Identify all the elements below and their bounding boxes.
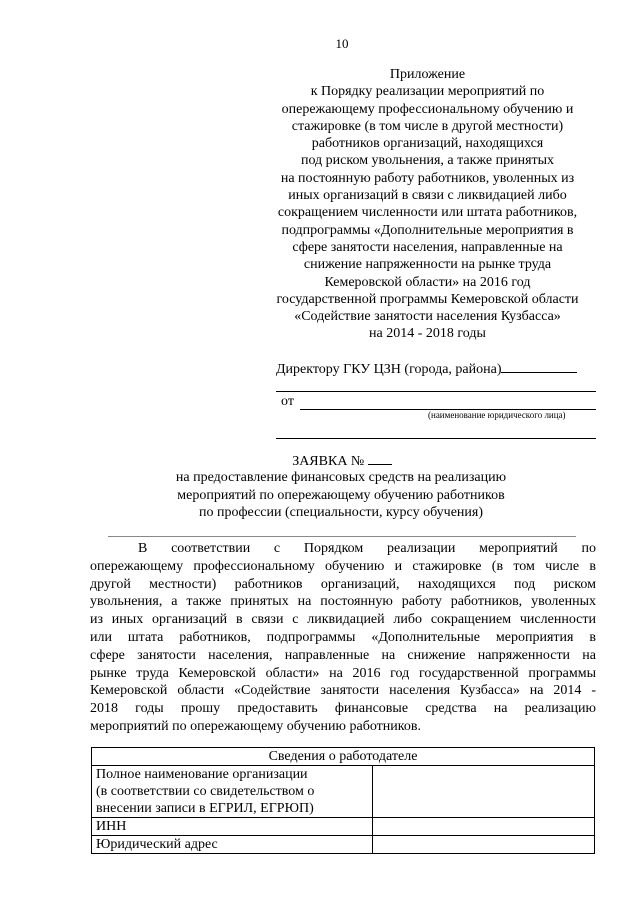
row-value-field[interactable] bbox=[373, 836, 595, 854]
body-line: В соответствии с Порядком реализации мероприятий по bbox=[138, 541, 596, 556]
body-paragraph bbox=[90, 540, 596, 736]
appendix-line: подпрограммы «Дополнительные мероприятия в bbox=[281, 222, 574, 238]
body-line: сфере занятости населения, направленные на снижение напряженности на bbox=[90, 647, 596, 663]
body-line: 2018 годы прошу предоставить финансовые средства на реализацию bbox=[90, 701, 596, 717]
from-label: от bbox=[281, 394, 294, 409]
appendix-line: работников организаций, находящихся bbox=[311, 136, 544, 152]
addressee-text: Директору ГКУ ЦЗН (города, района) bbox=[276, 362, 502, 377]
appendix-line: сфере занятости населения, направленные на bbox=[292, 239, 563, 255]
appendix-header bbox=[255, 66, 600, 343]
body-line: из иных организаций в связи с ликвидацией либо сокращением численности bbox=[90, 612, 596, 628]
table-row bbox=[92, 836, 595, 854]
appendix-line: стажировке (в том числе в другой местности) bbox=[291, 118, 564, 134]
appendix-line: к Порядку реализации мероприятий по bbox=[310, 84, 545, 100]
body-line: другой местности) работников организаций, находящихся под риском bbox=[90, 576, 596, 592]
row-label bbox=[92, 766, 373, 818]
table-header: Сведения о работодателе bbox=[92, 748, 595, 766]
request-title bbox=[0, 452, 640, 470]
request-number-blank bbox=[368, 452, 392, 465]
appendix-line: государственной программы Кемеровской области bbox=[276, 291, 579, 307]
body-line: рынке труда Кемеровской области» на 2016 год государственной программы bbox=[90, 665, 596, 681]
appendix-line: иных организаций в связи с ликвидацией либо bbox=[288, 188, 567, 204]
profession-blank-line bbox=[108, 536, 576, 537]
page-number: 10 bbox=[335, 36, 349, 51]
body-line: Кемеровской области «Содействие занятости населения Кузбасса» на 2014 - bbox=[90, 683, 596, 699]
appendix-line: Приложение bbox=[389, 67, 466, 82]
addressee-blank-line bbox=[276, 391, 596, 392]
row-label-line: внесении записи в ЕГРИЛ, ЕГРЮП) bbox=[96, 801, 314, 816]
addressee-line bbox=[276, 360, 596, 378]
table-header-row bbox=[92, 748, 595, 766]
request-subtitle bbox=[160, 469, 522, 522]
table-row bbox=[92, 818, 595, 836]
subtitle-line: мероприятий по опережающему обучению работников bbox=[177, 487, 505, 503]
appendix-line: на 2014 - 2018 годы bbox=[369, 326, 486, 342]
from-caption: (наименование юридического лица) bbox=[428, 410, 566, 420]
appendix-line: Кемеровской области» на 2016 год bbox=[324, 274, 531, 290]
addressee-blank bbox=[501, 360, 577, 373]
appendix-line: опережающему профессиональному обучению и bbox=[281, 101, 574, 117]
row-label: ИНН bbox=[92, 818, 373, 836]
row-label-line: Полное наименование организации bbox=[96, 767, 308, 782]
appendix-line: «Содействие занятости населения Кузбасса» bbox=[294, 309, 561, 325]
table-row bbox=[92, 766, 595, 818]
row-label: Юридический адрес bbox=[92, 836, 373, 854]
row-label-line: (в соответствии со свидетельством о bbox=[96, 784, 315, 799]
row-value-field[interactable] bbox=[373, 766, 595, 818]
body-line: или штата работников, подпрограммы «Дополнительные мероприятия в bbox=[90, 629, 596, 645]
request-title-text: ЗАЯВКА № bbox=[292, 454, 365, 469]
body-line: мероприятий по опережающему обучению работников. bbox=[90, 718, 421, 734]
appendix-line: снижение напряженности на рынке труда bbox=[303, 257, 552, 273]
appendix-line: под риском увольнения, а также принятых bbox=[300, 153, 555, 169]
body-line: опережающему профессиональному обучению и стажировке (в том числе в bbox=[90, 558, 596, 574]
extra-blank-line bbox=[276, 438, 596, 439]
employer-info-table bbox=[91, 747, 595, 854]
appendix-line: на постоянную работу работников, уволенных из bbox=[280, 170, 575, 186]
appendix-line: сокращением численности или штата работников, bbox=[277, 205, 578, 221]
subtitle-line: по профессии (специальности, курсу обучения) bbox=[198, 505, 484, 520]
row-value-field[interactable] bbox=[373, 818, 595, 836]
body-line: увольнения, а также принятых на постоянную работу работников, уволенных bbox=[90, 594, 596, 610]
subtitle-line: на предоставление финансовых средств на реализацию bbox=[175, 470, 507, 485]
